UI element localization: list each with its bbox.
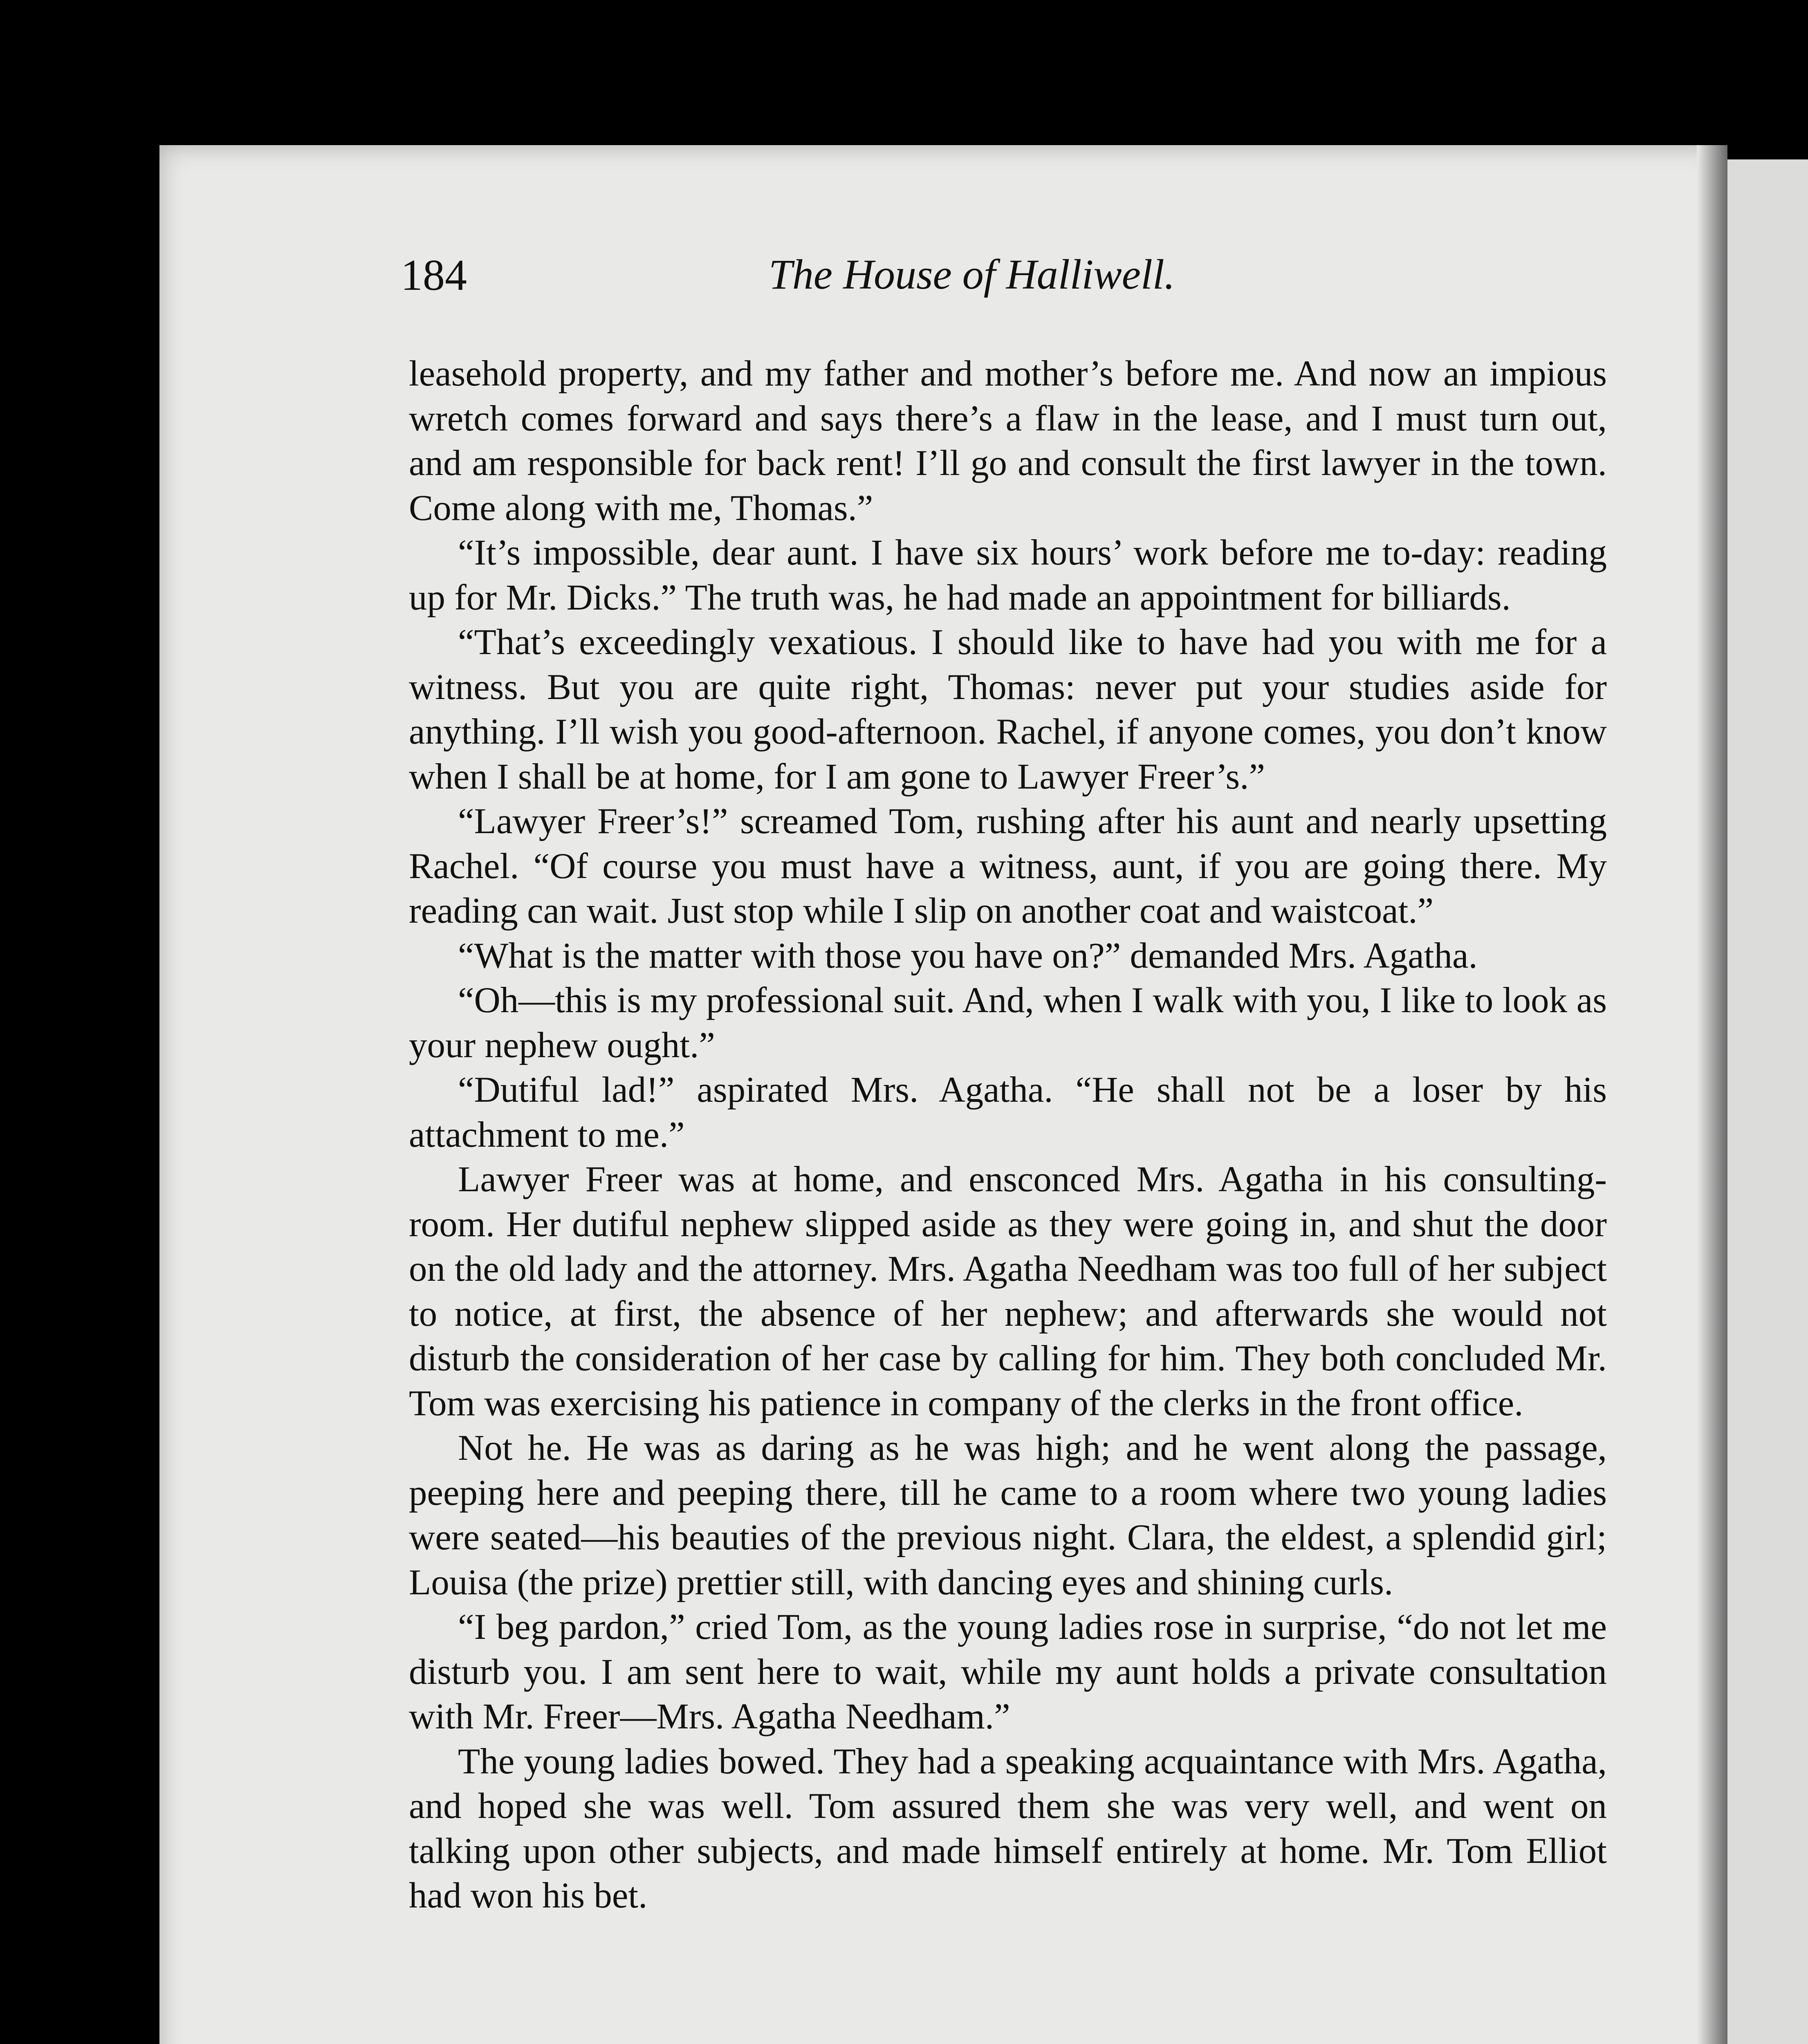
paragraph: “That’s exceedingly vexatious. I should like to have had you with me for a witness. But you are quite right, Thomas: never put your studies aside for anything. I’ll wish you good-afternoon. Rachel, if anyone comes, you don’t know when I shall be at home, for I am gone to Lawyer Freer’s.” (409, 622, 1607, 797)
paragraph: “Oh—this is my professional suit. And, when I walk with you, I like to look as your nephew ought.” (409, 980, 1607, 1065)
paragraph: The young ladies bowed. They had a speaking acquaintance with Mrs. Agatha, and hoped she was well. Tom assured them she was very well, and went on talking upon other subjects, and made himself entirely at home. Mr. Tom Elliot had won his bet. (409, 1741, 1607, 1916)
paragraph: “What is the matter with those you have on?” demanded Mrs. Agatha. (458, 935, 1478, 976)
body-text (409, 352, 1607, 1918)
facing-page-edge (1727, 159, 1808, 2044)
paragraph: “I beg pardon,” cried Tom, as the young ladies rose in surprise, “do not let me disturb you. I am sent here to wait, while my aunt holds a private consultation with Mr. Freer—Mrs. Agatha Needham.” (409, 1607, 1607, 1737)
page-number: 184 (401, 251, 467, 300)
paragraph: Lawyer Freer was at home, and ensconced Mrs. Agatha in his consulting-room. Her dutiful nephew slipped aside as they were going in, and shut the door on the old lady and the attorney. Mrs. Agatha Needham was too full of her subject to notice, at first, the absence of her nephew; and afterwards she would not disturb the consideration of her case by calling for him. They both concluded Mr. Tom was exercising his patience in company of the clerks in the front office. (409, 1159, 1607, 1423)
paragraph: “Lawyer Freer’s!” screamed Tom, rushing after his aunt and nearly upsetting Rachel. “Of course you must have a witness, aunt, if you are going there. My reading can wait. Just stop while I slip on another coat and waistcoat.” (409, 801, 1607, 931)
gutter-shadow (1697, 145, 1727, 2044)
paragraph: Not he. He was as daring as he was high; and he went along the passage, peeping here and peeping there, till he came to a room where two young ladies were seated—his beauties of the previous night. Clara, the eldest, a splendid girl; Louisa (the prize) prettier still, with dancing eyes and shining curls. (409, 1428, 1607, 1602)
paragraph: “Dutiful lad!” aspirated Mrs. Agatha. “He shall not be a loser by his attachment to me.” (409, 1070, 1607, 1155)
paragraph: “It’s impossible, dear aunt. I have six hours’ work before me to-day: reading up for Mr. Dicks.” The truth was, he had made an appointment for billiards. (409, 533, 1607, 618)
running-title: The House of Halliwell. (769, 251, 1175, 298)
paragraph: leasehold property, and my father and mother’s before me. And now an impious wretch comes forward and says there’s a flaw in the lease, and I must turn out, and am responsible for back rent! I’ll go and consult the first lawyer in the town. Come along with me, Thomas.” (409, 354, 1607, 528)
